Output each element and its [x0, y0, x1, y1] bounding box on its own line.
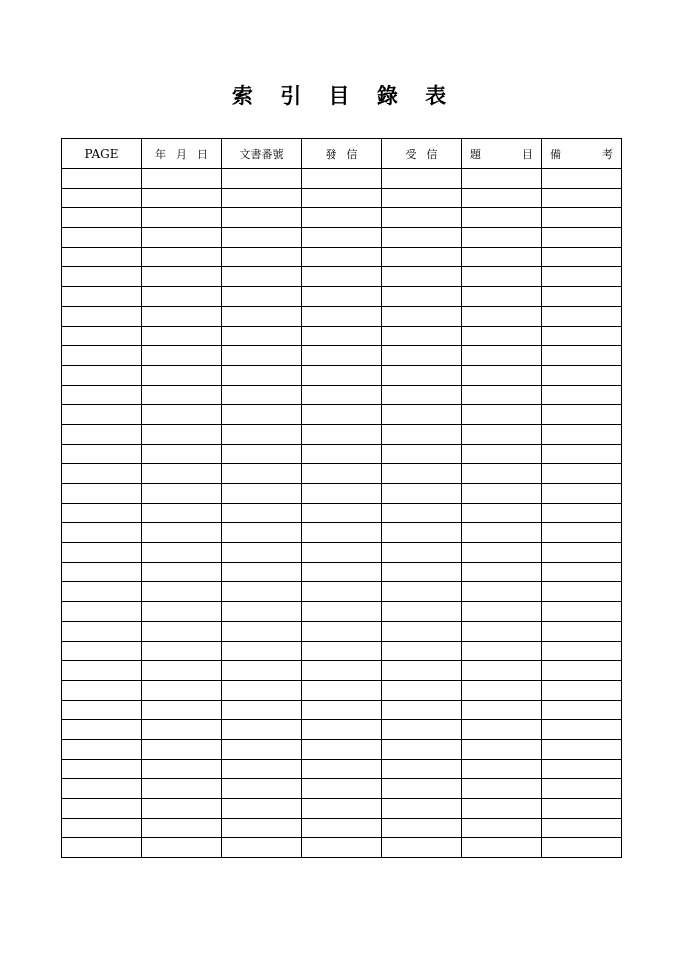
table-cell[interactable]: [382, 228, 462, 248]
table-cell[interactable]: [542, 523, 622, 543]
table-cell[interactable]: [222, 523, 302, 543]
table-cell[interactable]: [62, 169, 142, 189]
table-cell[interactable]: [382, 365, 462, 385]
table-cell[interactable]: [222, 838, 302, 858]
table-cell[interactable]: [382, 503, 462, 523]
table-row: [62, 621, 622, 641]
table-cell[interactable]: [302, 641, 382, 661]
table-row: [62, 720, 622, 740]
table-cell[interactable]: [62, 346, 142, 366]
header-date: 年 月 日: [142, 139, 222, 169]
table-cell[interactable]: [222, 464, 302, 484]
table-cell[interactable]: [222, 680, 302, 700]
table-cell[interactable]: [62, 641, 142, 661]
table-cell[interactable]: [542, 818, 622, 838]
table-cell[interactable]: [302, 621, 382, 641]
table-cell[interactable]: [302, 484, 382, 504]
table-cell[interactable]: [542, 838, 622, 858]
table-cell[interactable]: [462, 188, 542, 208]
table-cell[interactable]: [302, 444, 382, 464]
table-cell[interactable]: [142, 484, 222, 504]
table-cell[interactable]: [462, 287, 542, 307]
table-cell[interactable]: [222, 818, 302, 838]
table-cell[interactable]: [62, 838, 142, 858]
table-row: [62, 484, 622, 504]
table-cell[interactable]: [462, 365, 542, 385]
table-cell[interactable]: [62, 582, 142, 602]
table-cell[interactable]: [462, 838, 542, 858]
table-row: [62, 582, 622, 602]
table-cell[interactable]: [542, 326, 622, 346]
table-cell[interactable]: [302, 543, 382, 563]
table-cell[interactable]: [142, 464, 222, 484]
table-cell[interactable]: [542, 208, 622, 228]
table-cell[interactable]: [462, 661, 542, 681]
table-cell[interactable]: [542, 444, 622, 464]
table-cell[interactable]: [222, 602, 302, 622]
table-cell[interactable]: [382, 779, 462, 799]
header-page: PAGE: [62, 139, 142, 169]
table-cell[interactable]: [222, 444, 302, 464]
table-row: [62, 523, 622, 543]
table-cell[interactable]: [142, 838, 222, 858]
table-cell[interactable]: [142, 405, 222, 425]
table-cell[interactable]: [382, 739, 462, 759]
table-cell[interactable]: [462, 464, 542, 484]
table-cell[interactable]: [382, 838, 462, 858]
table-row: [62, 641, 622, 661]
table-row: [62, 759, 622, 779]
table-cell[interactable]: [302, 838, 382, 858]
table-cell[interactable]: [462, 739, 542, 759]
title-char: 錄: [376, 83, 400, 108]
table-cell[interactable]: [382, 582, 462, 602]
table-cell[interactable]: [222, 346, 302, 366]
table-cell[interactable]: [222, 700, 302, 720]
table-cell[interactable]: [62, 306, 142, 326]
table-cell[interactable]: [542, 424, 622, 444]
table-cell[interactable]: [382, 641, 462, 661]
table-cell[interactable]: [382, 562, 462, 582]
table-cell[interactable]: [302, 799, 382, 819]
table-cell[interactable]: [382, 543, 462, 563]
table-cell[interactable]: [62, 602, 142, 622]
table-cell[interactable]: [62, 247, 142, 267]
table-cell[interactable]: [382, 169, 462, 189]
table-cell[interactable]: [222, 247, 302, 267]
table-cell[interactable]: [62, 385, 142, 405]
table-cell[interactable]: [142, 188, 222, 208]
table-cell[interactable]: [222, 405, 302, 425]
table-cell[interactable]: [62, 562, 142, 582]
table-cell[interactable]: [542, 582, 622, 602]
table-row: [62, 424, 622, 444]
table-cell[interactable]: [62, 405, 142, 425]
header-recipient: 受 信: [382, 139, 462, 169]
index-table: [61, 138, 622, 858]
table-cell[interactable]: [62, 523, 142, 543]
table-cell[interactable]: [542, 503, 622, 523]
table-row: [62, 326, 622, 346]
table-cell[interactable]: [62, 365, 142, 385]
table-cell[interactable]: [462, 582, 542, 602]
table-cell[interactable]: [302, 582, 382, 602]
table-cell[interactable]: [302, 739, 382, 759]
table-cell[interactable]: [382, 287, 462, 307]
table-cell[interactable]: [542, 385, 622, 405]
table-cell[interactable]: [62, 759, 142, 779]
table-cell[interactable]: [462, 228, 542, 248]
table-cell[interactable]: [542, 602, 622, 622]
table-cell[interactable]: [542, 661, 622, 681]
table-cell[interactable]: [222, 326, 302, 346]
table-cell[interactable]: [542, 306, 622, 326]
table-cell[interactable]: [382, 680, 462, 700]
table-cell[interactable]: [462, 641, 542, 661]
table-cell[interactable]: [302, 424, 382, 444]
table-cell[interactable]: [62, 287, 142, 307]
table-cell[interactable]: [542, 346, 622, 366]
table-cell[interactable]: [382, 326, 462, 346]
table-cell[interactable]: [142, 543, 222, 563]
header-sender: 發 信: [302, 139, 382, 169]
table-cell[interactable]: [382, 523, 462, 543]
table-cell[interactable]: [222, 543, 302, 563]
table-cell[interactable]: [142, 424, 222, 444]
table-cell[interactable]: [222, 188, 302, 208]
table-cell[interactable]: [62, 267, 142, 287]
table-cell[interactable]: [142, 444, 222, 464]
table-row: [62, 779, 622, 799]
table-cell[interactable]: [542, 779, 622, 799]
table-cell[interactable]: [542, 169, 622, 189]
table-cell[interactable]: [142, 503, 222, 523]
table-cell[interactable]: [542, 680, 622, 700]
table-cell[interactable]: [142, 208, 222, 228]
table-cell[interactable]: [542, 759, 622, 779]
table-cell[interactable]: [142, 523, 222, 543]
table-row: [62, 306, 622, 326]
table-row: [62, 169, 622, 189]
table-cell[interactable]: [382, 818, 462, 838]
table-cell[interactable]: [222, 169, 302, 189]
table-cell[interactable]: [382, 602, 462, 622]
table-row: [62, 444, 622, 464]
table-cell[interactable]: [142, 582, 222, 602]
table-cell[interactable]: [542, 267, 622, 287]
table-cell[interactable]: [302, 208, 382, 228]
table-cell[interactable]: [382, 208, 462, 228]
table-cell[interactable]: [382, 247, 462, 267]
table-row: [62, 365, 622, 385]
table-row: [62, 287, 622, 307]
table-cell[interactable]: [302, 188, 382, 208]
table-row: [62, 700, 622, 720]
table-cell[interactable]: [222, 739, 302, 759]
table-cell[interactable]: [382, 484, 462, 504]
table-cell[interactable]: [462, 169, 542, 189]
table-cell[interactable]: [142, 759, 222, 779]
table-cell[interactable]: [302, 326, 382, 346]
table-cell[interactable]: [142, 287, 222, 307]
table-cell[interactable]: [542, 739, 622, 759]
table-cell[interactable]: [62, 188, 142, 208]
table-cell[interactable]: [542, 641, 622, 661]
table-cell[interactable]: [142, 562, 222, 582]
table-cell[interactable]: [142, 680, 222, 700]
table-cell[interactable]: [462, 326, 542, 346]
table-cell[interactable]: [542, 247, 622, 267]
table-cell[interactable]: [62, 720, 142, 740]
table-cell[interactable]: [142, 700, 222, 720]
table-cell[interactable]: [222, 424, 302, 444]
table-cell[interactable]: [462, 700, 542, 720]
table-cell[interactable]: [542, 700, 622, 720]
table-cell[interactable]: [222, 720, 302, 740]
table-cell[interactable]: [302, 779, 382, 799]
table-row: [62, 680, 622, 700]
table-cell[interactable]: [62, 799, 142, 819]
table-cell[interactable]: [542, 484, 622, 504]
table-cell[interactable]: [302, 306, 382, 326]
table-cell[interactable]: [462, 247, 542, 267]
title-char: 引: [280, 83, 304, 108]
table-cell[interactable]: [222, 228, 302, 248]
table-cell[interactable]: [382, 424, 462, 444]
table-cell[interactable]: [222, 267, 302, 287]
table-cell[interactable]: [462, 720, 542, 740]
table-cell[interactable]: [462, 621, 542, 641]
table-row: [62, 405, 622, 425]
table-cell[interactable]: [142, 739, 222, 759]
table-cell[interactable]: [382, 385, 462, 405]
table-cell[interactable]: [302, 405, 382, 425]
table-cell[interactable]: [62, 208, 142, 228]
table-cell[interactable]: [222, 503, 302, 523]
table-cell[interactable]: [142, 346, 222, 366]
table-cell[interactable]: [462, 503, 542, 523]
table-cell[interactable]: [542, 720, 622, 740]
table-cell[interactable]: [462, 306, 542, 326]
table-cell[interactable]: [542, 365, 622, 385]
table-cell[interactable]: [382, 188, 462, 208]
table-cell[interactable]: [302, 661, 382, 681]
header-row: [62, 139, 622, 169]
table-cell[interactable]: [462, 208, 542, 228]
table-cell[interactable]: [62, 661, 142, 681]
table-cell[interactable]: [142, 621, 222, 641]
table-cell[interactable]: [462, 484, 542, 504]
table-cell[interactable]: [462, 779, 542, 799]
table-cell[interactable]: [302, 267, 382, 287]
table-cell[interactable]: [462, 759, 542, 779]
table-row: [62, 346, 622, 366]
table-cell[interactable]: [462, 602, 542, 622]
table-cell[interactable]: [222, 759, 302, 779]
table-cell[interactable]: [382, 444, 462, 464]
table-cell[interactable]: [62, 228, 142, 248]
table-cell[interactable]: [462, 444, 542, 464]
table-cell[interactable]: [302, 523, 382, 543]
table-cell[interactable]: [142, 228, 222, 248]
table-cell[interactable]: [462, 523, 542, 543]
table-row: [62, 562, 622, 582]
title-char: 表: [425, 83, 449, 108]
table-cell[interactable]: [222, 641, 302, 661]
table-cell[interactable]: [382, 267, 462, 287]
table-cell[interactable]: [62, 818, 142, 838]
table-cell[interactable]: [62, 444, 142, 464]
table-cell[interactable]: [62, 739, 142, 759]
table-body: [62, 169, 622, 858]
table-cell[interactable]: [382, 346, 462, 366]
table-cell[interactable]: [222, 799, 302, 819]
table-cell[interactable]: [302, 228, 382, 248]
table-cell[interactable]: [142, 385, 222, 405]
page-title: [0, 80, 680, 110]
table-cell[interactable]: [62, 503, 142, 523]
table-row: [62, 188, 622, 208]
table-cell[interactable]: [142, 306, 222, 326]
header-subject: 題 目: [462, 139, 542, 169]
table-cell[interactable]: [62, 621, 142, 641]
table-cell[interactable]: [142, 326, 222, 346]
table-cell[interactable]: [222, 306, 302, 326]
table-row: [62, 739, 622, 759]
table-cell[interactable]: [62, 464, 142, 484]
table-row: [62, 543, 622, 563]
table-cell[interactable]: [302, 602, 382, 622]
table-cell[interactable]: [542, 799, 622, 819]
table-row: [62, 247, 622, 267]
table-cell[interactable]: [462, 799, 542, 819]
table-cell[interactable]: [222, 287, 302, 307]
table-cell[interactable]: [62, 779, 142, 799]
table-cell[interactable]: [382, 405, 462, 425]
table-row: [62, 385, 622, 405]
table-cell[interactable]: [542, 228, 622, 248]
table-cell[interactable]: [462, 818, 542, 838]
table-cell[interactable]: [382, 799, 462, 819]
table-cell[interactable]: [222, 385, 302, 405]
table-cell[interactable]: [142, 602, 222, 622]
title-char: 目: [328, 83, 352, 108]
table-cell[interactable]: [302, 346, 382, 366]
table-cell[interactable]: [62, 543, 142, 563]
table-cell[interactable]: [222, 621, 302, 641]
table-row: [62, 661, 622, 681]
table-cell[interactable]: [62, 680, 142, 700]
table-cell[interactable]: [62, 484, 142, 504]
table-cell[interactable]: [462, 385, 542, 405]
table-cell[interactable]: [542, 188, 622, 208]
table-row: [62, 464, 622, 484]
table-row: [62, 503, 622, 523]
table-cell[interactable]: [382, 621, 462, 641]
table-cell[interactable]: [462, 424, 542, 444]
table-cell[interactable]: [542, 543, 622, 563]
table-cell[interactable]: [62, 700, 142, 720]
title-char: 索: [231, 83, 255, 108]
table-cell[interactable]: [142, 365, 222, 385]
table-cell[interactable]: [142, 267, 222, 287]
table-cell[interactable]: [302, 169, 382, 189]
table-cell[interactable]: [382, 306, 462, 326]
table-row: [62, 267, 622, 287]
table-cell[interactable]: [302, 720, 382, 740]
table-cell[interactable]: [542, 562, 622, 582]
table-cell[interactable]: [462, 680, 542, 700]
table-cell[interactable]: [142, 720, 222, 740]
table-cell[interactable]: [542, 287, 622, 307]
table-cell[interactable]: [62, 424, 142, 444]
table-cell[interactable]: [462, 405, 542, 425]
table-cell[interactable]: [382, 759, 462, 779]
table-row: [62, 208, 622, 228]
table-cell[interactable]: [542, 405, 622, 425]
table-cell[interactable]: [142, 169, 222, 189]
table-cell[interactable]: [142, 661, 222, 681]
table-cell[interactable]: [462, 562, 542, 582]
table-cell[interactable]: [302, 365, 382, 385]
table-cell[interactable]: [62, 326, 142, 346]
table-cell[interactable]: [302, 287, 382, 307]
table-row: [62, 799, 622, 819]
table-cell[interactable]: [542, 464, 622, 484]
table-cell[interactable]: [142, 799, 222, 819]
table-row: [62, 818, 622, 838]
table-cell[interactable]: [382, 720, 462, 740]
table-cell[interactable]: [222, 779, 302, 799]
table-cell[interactable]: [222, 661, 302, 681]
table-cell[interactable]: [302, 700, 382, 720]
table-cell[interactable]: [222, 365, 302, 385]
table-cell[interactable]: [302, 503, 382, 523]
table-cell[interactable]: [302, 385, 382, 405]
header-remarks: 備 考: [542, 139, 622, 169]
table-row: [62, 838, 622, 858]
table-cell[interactable]: [222, 562, 302, 582]
table-cell[interactable]: [302, 464, 382, 484]
table-cell[interactable]: [382, 464, 462, 484]
table-cell[interactable]: [462, 267, 542, 287]
table-row: [62, 602, 622, 622]
table-cell[interactable]: [142, 818, 222, 838]
table-cell[interactable]: [142, 641, 222, 661]
table-cell[interactable]: [302, 759, 382, 779]
table-cell[interactable]: [222, 484, 302, 504]
table-cell[interactable]: [142, 247, 222, 267]
table-cell[interactable]: [462, 543, 542, 563]
table-row: [62, 228, 622, 248]
table-cell[interactable]: [382, 661, 462, 681]
table-cell[interactable]: [222, 208, 302, 228]
table-cell[interactable]: [462, 346, 542, 366]
table-cell[interactable]: [302, 818, 382, 838]
table-cell[interactable]: [302, 680, 382, 700]
table-cell[interactable]: [302, 562, 382, 582]
table-cell[interactable]: [142, 779, 222, 799]
header-document-number: 文書番號: [222, 139, 302, 169]
table-cell[interactable]: [382, 700, 462, 720]
table-cell[interactable]: [542, 621, 622, 641]
table-cell[interactable]: [302, 247, 382, 267]
table-cell[interactable]: [222, 582, 302, 602]
